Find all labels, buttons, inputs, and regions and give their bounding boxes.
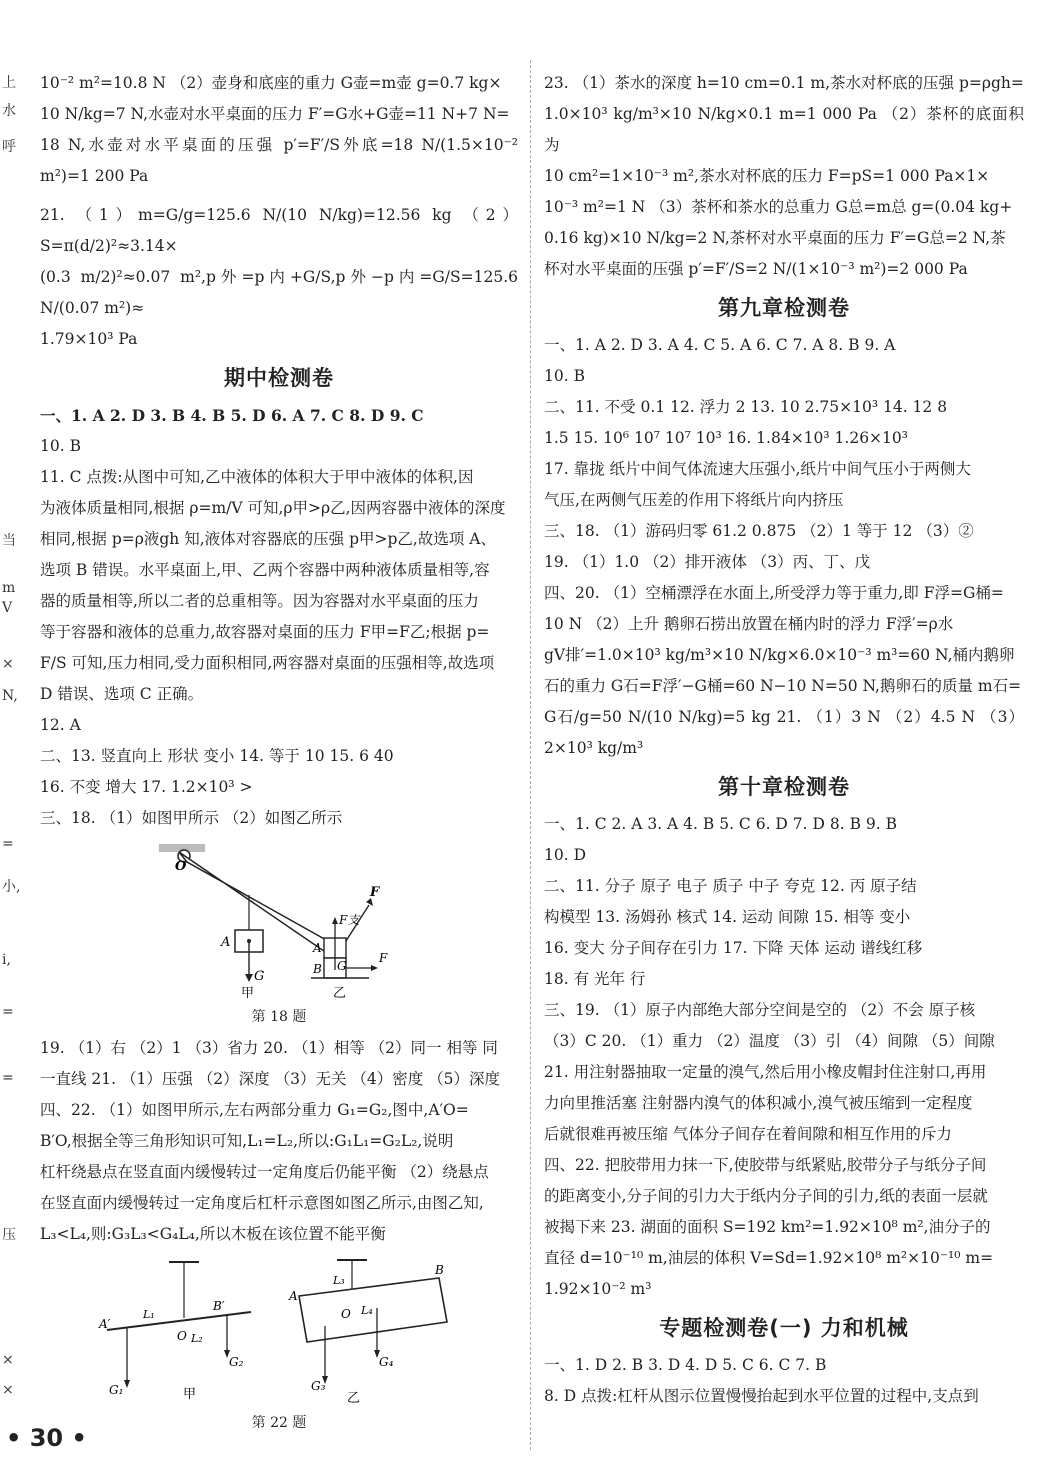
text-line: 10 cm²=1×10⁻³ m²,茶水对杯底的压力 F=pS=1 000 Pa×1× (544, 167, 990, 185)
text-line: 1.5 15. 10⁶ 10⁷ 10⁷ 10³ 16. 1.84×10³ 1.26×10³ (544, 429, 908, 447)
margin-glyph: 水 (2, 103, 16, 119)
text-line: 19. （1）1.0 （2）排开液体 （3）丙、丁、戊 (544, 553, 871, 571)
text-line: 17. 靠拢 纸片中间气体流速大压强小,纸片中间气压小于两侧大 (544, 460, 971, 478)
text-line: L₃<L₄,则:G₃L₃<G₄L₄,所以木板在该位置不能平衡 (40, 1225, 386, 1243)
text-line: 被揭下来 23. 湖面的面积 S=192 km²=1.92×10⁸ m²,油分子的 (544, 1218, 991, 1236)
label-F2: F (379, 951, 388, 965)
label-L1: L₁ (143, 1308, 155, 1321)
margin-glyph: V (2, 600, 13, 616)
text-line: 10⁻³ m²=1 N （3）茶杯和茶水的总重力 G总=m总 g=(0.04 kg+ (544, 198, 1013, 216)
text-line: 二、13. 竖直向上 形状 变小 14. 等于 10 15. 6 40 (40, 747, 394, 765)
label-O: O (341, 1307, 351, 1321)
text-line: 等于容器和液体的总重力,故容器对桌面的压力 F甲=F乙;根据 p= (40, 623, 490, 641)
margin-glyph: N, (2, 688, 18, 704)
label-B1: B′ (213, 1299, 225, 1313)
margin-glyph: × (2, 1352, 14, 1368)
label-F: F (370, 885, 380, 900)
label-B: B (435, 1263, 444, 1277)
label-G1: G₁ (109, 1383, 124, 1397)
text-line: 8. D 点拨:杠杆从图示位置慢慢抬起到水平位置的过程中,支点到 (544, 1387, 979, 1405)
section-title-chapter-9: 第九章检测卷 (718, 296, 850, 320)
label-G2: G₂ (229, 1355, 244, 1369)
text-line: 四、22. 把胶带用力抹一下,使胶带与纸紧贴,胶带分子与纸分子间 (544, 1156, 987, 1174)
section-title-special-1: 专题检测卷(一) 力和机械 (659, 1316, 909, 1340)
margin-glyph: 上 (2, 75, 16, 91)
text-line: 21. （1）m=G/g=125.6 N/(10 N/kg)=12.56 kg （2）S=π(d/2)²≈3.14× (40, 206, 518, 255)
text-line: 0.16 kg)×10 N/kg=2 N,茶杯对水平桌面的压力 F′=G总=2 N,茶 (544, 229, 1006, 247)
text-line: 一、1. D 2. B 3. D 4. D 5. C 6. C 7. B (544, 1356, 827, 1374)
text-line: 18. 有 光年 行 (544, 970, 646, 988)
arrow-head (371, 965, 378, 971)
text-line: 力向里推活塞 注射器内溴气的体积减小,溴气被压缩到一定程度 (544, 1094, 973, 1112)
margin-glyph: m (2, 580, 16, 596)
arrow-head (332, 917, 338, 924)
margin-glyph: 当 (2, 533, 16, 549)
figure-18-caption: 第 18 题 (251, 1009, 307, 1025)
margin-glyph: × (2, 656, 14, 672)
text-line: 12. A (40, 716, 81, 734)
text-line: 23. （1）茶水的深度 h=10 cm=0.1 m,茶水对杯底的压强 p=ρgh= (544, 74, 1024, 92)
text-line: 二、11. 分子 原子 电子 质子 中子 夸克 12. 丙 原子结 (544, 877, 917, 895)
label-Fzhi: F支 (339, 913, 360, 927)
text-line: 一、1. A 2. D 3. B 4. B 5. D 6. A 7. C 8. D 9. C (40, 406, 424, 425)
text-line: （3）C 20. （1）重力 （2）温度 （3）引 （4）间隙 （5）间隙 (544, 1032, 995, 1050)
column-divider (530, 60, 531, 1450)
text-line: gV排′=1.0×10³ kg/m³×10 N/kg×6.0×10⁻³ m³=60 N,桶内鹅卵 (544, 646, 1015, 664)
text-line: 构模型 13. 汤姆孙 核式 14. 运动 间隙 15. 相等 变小 (544, 908, 911, 926)
margin-glyph: × (2, 1382, 14, 1398)
text-line: F/S 可知,压力相同,受力面积相同,两容器对桌面的压强相等,故选项 (40, 654, 495, 672)
label-jia: 甲 (183, 1387, 197, 1402)
text-line: 16. 变大 分子间存在引力 17. 下降 天体 运动 谱线红移 (544, 939, 923, 957)
text-line: 一直线 21. （1）压强 （2）深度 （3）无关 （4）密度 （5）深度 (40, 1070, 501, 1088)
text-line: 1.0×10³ kg/m³×10 N/kg×0.1 m=1 000 Pa （2）茶杯的底面积为 (544, 105, 1024, 154)
text-line: 选项 B 错误。水平桌面上,甲、乙两个容器中两种液体质量相等,容 (40, 561, 490, 579)
lever-board (107, 1312, 251, 1330)
text-line: 10. B (40, 437, 81, 455)
arrow-head (124, 1380, 130, 1388)
text-line: D 错误、选项 C 正确。 (40, 685, 204, 703)
figure-18 (79, 840, 479, 1000)
label-A: A (289, 1289, 298, 1303)
label-L4: L₄ (361, 1304, 373, 1317)
margin-glyph: = (2, 1004, 14, 1020)
text-line: 杠杆绕悬点在竖直面内缓慢转过一定角度后仍能平衡 （2）绕悬点 (40, 1163, 489, 1181)
text-line: 1.79×10³ Pa (40, 330, 138, 348)
text-line: 杯对水平桌面的压强 p′=F′/S=2 N/(1×10⁻³ m²)=2 000 Pa (544, 260, 968, 278)
tilted-board (299, 1278, 447, 1342)
text-line: 在竖直面内缓慢转过一定角度后杠杆示意图如图乙所示,由图乙知, (40, 1194, 484, 1212)
margin-glyph: i, (2, 952, 11, 968)
left-margin-fragments (0, 60, 20, 1440)
text-line: 三、18. （1）游码归零 61.2 0.875 （2）1 等于 12 （3）② (544, 522, 974, 540)
left-column (40, 68, 518, 1439)
label-A: A (221, 935, 231, 950)
text-line: 16. 不变 增大 17. 1.2×10³ > (40, 778, 253, 796)
text-line: 10. D (544, 846, 587, 864)
label-A2: A (313, 941, 322, 955)
label-G: G (254, 969, 265, 984)
text-line: B′O,根据全等三角形知识可知,L₁=L₂,所以:G₁L₁=G₂L₂,说明 (40, 1132, 454, 1150)
text-line: 11. C 点拨:从图中可知,乙中液体的体积大于甲中液体的体积,因 (40, 468, 474, 486)
text-line: 18 N,水壶对水平桌面的压强 p′=F′/S外底=18 N/(1.5×10⁻² m²)=1 200 Pa (40, 136, 518, 185)
text-line: 三、19. （1）原子内部绝大部分空间是空的 （2）不会 原子核 (544, 1001, 976, 1019)
text-line: 直径 d=10⁻¹⁰ m,油层的体积 V=Sd=1.92×10⁸ m²×10⁻¹⁰ m= (544, 1249, 994, 1267)
text-line: (0.3 m/2)²≈0.07 m²,p外=p内+G/S,p外−p内=G/S=125.6 N/(0.07 m²)≈ (40, 268, 518, 317)
text-line: 10 N/kg=7 N,水壶对水平桌面的压力 F′=G水+G壶=11 N+7 N= (40, 105, 510, 123)
text-line: 四、22. （1）如图甲所示,左右两部分重力 G₁=G₂,图中,A′O= (40, 1101, 469, 1119)
margin-glyph: 压 (2, 1227, 16, 1243)
label-L2: L₂ (191, 1332, 203, 1345)
margin-glyph: = (2, 1070, 14, 1086)
text-line: 为液体质量相同,根据 ρ=m/V 可知,ρ甲>ρ乙,因两容器中液体的深度 (40, 499, 506, 517)
text-line: 一、1. A 2. D 3. A 4. C 5. A 6. C 7. A 8. B 9. A (544, 336, 896, 354)
arrow-head (245, 974, 253, 982)
text-line: 石的重力 G石=F浮′−G桶=60 N−10 N=50 N,鹅卵石的质量 m石= (544, 677, 1022, 695)
label-O: O (175, 859, 187, 874)
text-line: G石/g=50 N/(10 N/kg)=5 kg 21. （1）3 N （2）4.5 N （3）2×10³ kg/m³ (544, 708, 1024, 757)
text-line: 的距离变小,分子间的引力大于纸内分子间的引力,纸的表面一层就 (544, 1187, 988, 1205)
text-line: 10⁻² m²=10.8 N （2）壶身和底座的重力 G壶=m壶 g=0.7 kg× (40, 74, 502, 92)
section-title-chapter-10: 第十章检测卷 (718, 775, 850, 799)
text-line: 1.92×10⁻² m³ (544, 1280, 652, 1298)
text-line: 21. 用注射器抽取一定量的溴气,然后用小橡皮帽封住注射口,再用 (544, 1063, 987, 1081)
label-G2: G (337, 959, 347, 973)
label-B2: B (313, 962, 322, 976)
text-line: 10. B (544, 367, 585, 385)
margin-glyph: 小, (2, 879, 21, 895)
text-line: 三、18. （1）如图甲所示 （2）如图乙所示 (40, 809, 343, 827)
figure-22 (79, 1256, 479, 1406)
label-yi: 乙 (347, 1391, 361, 1406)
text-line: 后就很难再被压缩 气体分子间存在着间隙和相互作用的斥力 (544, 1125, 952, 1143)
page-number: • 30 • (6, 1424, 87, 1452)
text-line: 器的质量相等,所以二者的总重相等。因为容器对水平桌面的压力 (40, 592, 479, 610)
text-line: 一、1. C 2. A 3. A 4. B 5. C 6. D 7. D 8. B 9. B (544, 815, 897, 833)
label-G3: G₃ (311, 1379, 326, 1393)
text-line: 10 N （2）上升 鹅卵石捞出放置在桶内时的浮力 F浮′=ρ水 (544, 615, 954, 633)
label-jia: 甲 (241, 986, 255, 1000)
margin-glyph: 呼 (2, 139, 16, 155)
text-line: 气压,在两侧气压差的作用下将纸片向内挤压 (544, 491, 844, 509)
margin-glyph: = (2, 836, 14, 852)
right-column (544, 68, 1024, 1412)
section-title-midterm: 期中检测卷 (224, 366, 334, 390)
label-yi: 乙 (333, 986, 347, 1000)
text-line: 相同,根据 p=ρ液gh 知,液体对容器底的压强 p甲>p乙,故选项 A、 (40, 530, 496, 548)
label-L3: L₃ (333, 1274, 345, 1287)
label-A1: A′ (99, 1317, 111, 1331)
label-G4: G₄ (379, 1355, 394, 1369)
text-line: 二、11. 不受 0.1 12. 浮力 2 13. 10 2.75×10³ 14. 12 8 (544, 398, 948, 416)
text-line: 四、20. （1）空桶漂浮在水面上,所受浮力等于重力,即 F浮=G桶= (544, 584, 1004, 602)
text-line: 19. （1）右 （2）1 （3）省力 20. （1）相等 （2）同一 相等 同 (40, 1039, 498, 1057)
label-O1: O (177, 1329, 187, 1343)
figure-22-caption: 第 22 题 (251, 1415, 307, 1431)
